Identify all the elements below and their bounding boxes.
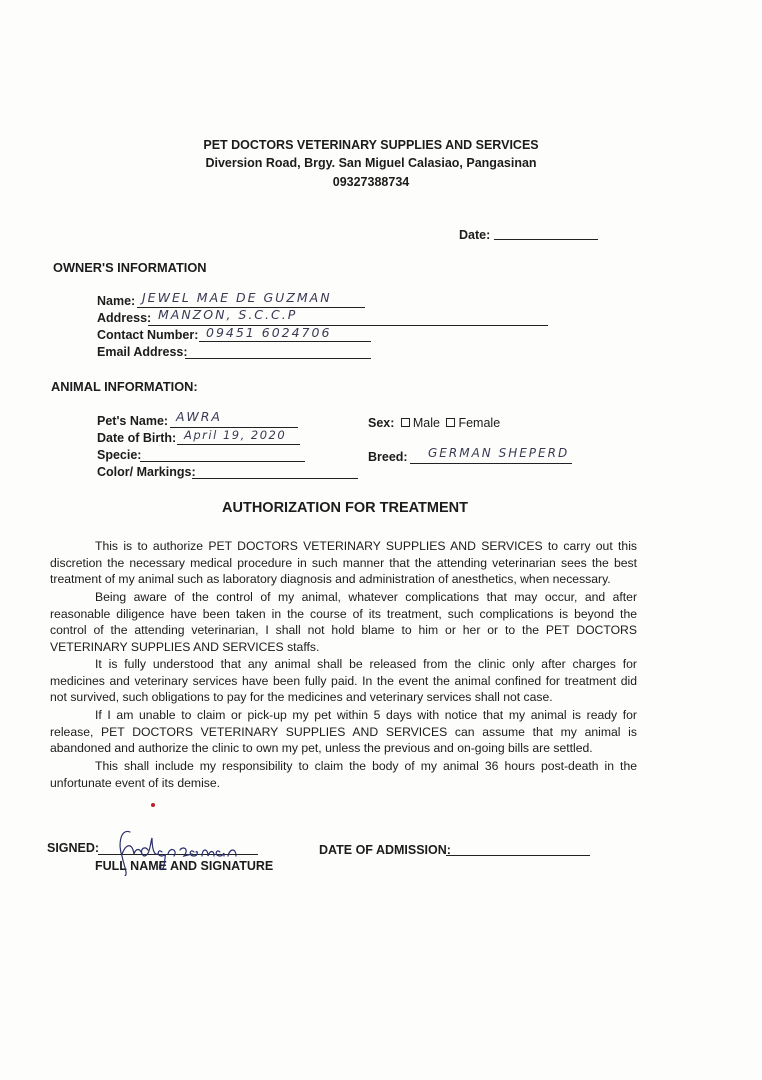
- breed-field[interactable]: [410, 463, 572, 464]
- auth-paragraph-2: Being aware of the control of my animal, whatever complications that may occur, and after reasonable diligence have been taken in the course of its treatment, such complications is beyond the control of the attending veterinarian, I shall not hold blame to him or her or to the PET DOCTORS VETERINARY SUPPLIES AND SERVICES staffs.: [50, 590, 637, 654]
- breed-label: Breed:: [368, 450, 408, 464]
- sex-field: [368, 416, 500, 430]
- auth-paragraph-5: This shall include my responsibility to claim the body of my animal 36 hours post-death in the unfortunate event of its demise.: [50, 759, 637, 790]
- full-name-signature-label: FULL NAME AND SIGNATURE: [95, 859, 274, 873]
- owner-email-field[interactable]: [185, 358, 371, 359]
- color-field[interactable]: [192, 478, 358, 479]
- breed-value: GERMAN SHEPERD: [428, 446, 570, 460]
- dob-value: April 19, 2020: [184, 428, 287, 442]
- authorization-title: AUTHORIZATION FOR TREATMENT: [222, 500, 468, 516]
- specie-label: Specie:: [97, 448, 142, 462]
- female-checkbox[interactable]: [446, 418, 455, 427]
- owner-address-value: MANZON, S.C.C.P: [158, 307, 298, 322]
- dob-label: Date of Birth:: [97, 431, 177, 445]
- owner-name-label: Name:: [97, 294, 136, 308]
- owner-contact-label: Contact Number:: [97, 328, 199, 342]
- pet-name-value: AWRA: [176, 409, 222, 424]
- auth-paragraph-4: If I am unable to claim or pick-up my pet within 5 days with notice that my animal is ready for release, PET DOCTORS VETERINARY SUPPLIES AND SERVICES can assume that my animal is abandoned and authorize the clinic to own my pet, unless the previous and on-going bills are settled.: [50, 708, 637, 756]
- date-field[interactable]: [494, 239, 598, 240]
- female-label: Female: [458, 416, 501, 430]
- male-label: Male: [412, 416, 440, 430]
- business-name: PET DOCTORS VETERINARY SUPPLIES AND SERVICES: [203, 138, 539, 152]
- animal-section-title: ANIMAL INFORMATION:: [51, 379, 198, 394]
- auth-paragraph-1: This is to authorize PET DOCTORS VETERINARY SUPPLIES AND SERVICES to carry out this discretion the necessary medical procedure in such manner that the attending veterinarian sees the best treatment of my animal such as laboratory diagnosis and administration of anesthetics, when necessary.: [50, 539, 637, 587]
- business-address: Diversion Road, Brgy. San Miguel Calasiao, Pangasinan: [205, 156, 537, 170]
- color-label: Color/ Markings:: [97, 465, 196, 479]
- date-label: Date:: [459, 228, 491, 242]
- owner-address-label: Address:: [97, 311, 152, 325]
- owner-section-title: OWNER'S INFORMATION: [53, 260, 207, 275]
- dob-field[interactable]: [177, 444, 300, 445]
- owner-contact-value: 09451 6024706: [206, 325, 332, 340]
- owner-email-label: Email Address:: [97, 345, 188, 359]
- business-phone: 09327388734: [332, 175, 410, 189]
- admission-date-field[interactable]: [446, 855, 590, 856]
- handwritten-signature: [108, 826, 273, 876]
- admission-label: DATE OF ADMISSION:: [319, 843, 451, 857]
- male-checkbox[interactable]: [401, 418, 410, 427]
- sex-label: Sex:: [368, 416, 395, 430]
- ink-mark: [151, 803, 155, 807]
- signed-label: SIGNED:: [47, 841, 100, 855]
- owner-contact-field[interactable]: [199, 341, 371, 342]
- specie-field[interactable]: [140, 461, 305, 462]
- pet-name-label: Pet's Name:: [97, 414, 169, 428]
- auth-paragraph-3: It is fully understood that any animal shall be released from the clinic only after charges for medicines and veterinary services have been fully paid. In the event the animal confined for treatment did not survived, such obligations to pay for the medicines and veterinary services shall not case.: [50, 657, 637, 705]
- owner-name-value: JEWEL MAE DE GUZMAN: [142, 290, 332, 305]
